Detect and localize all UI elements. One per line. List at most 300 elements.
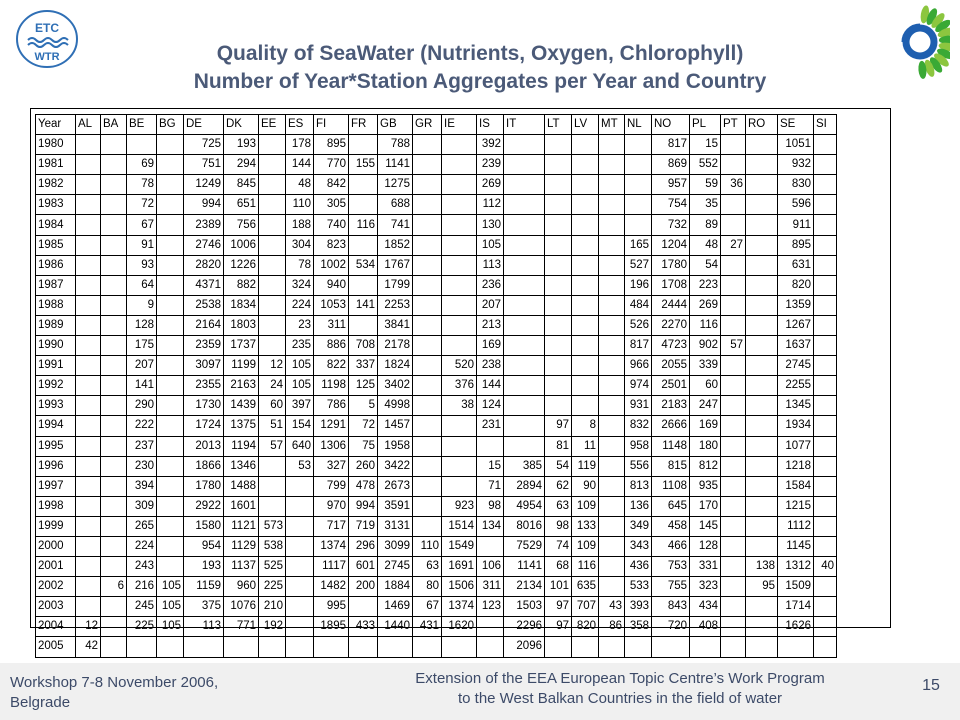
year-cell: 1990 [36, 336, 76, 356]
value-cell: 1457 [378, 416, 413, 436]
value-cell [157, 235, 184, 255]
value-cell [599, 637, 625, 657]
table-row [36, 295, 837, 315]
table-row [36, 356, 837, 376]
value-cell: 817 [625, 336, 652, 356]
value-cell [101, 376, 127, 396]
value-cell: 63 [545, 496, 572, 516]
value-cell [721, 617, 746, 637]
value-cell: 74 [545, 536, 572, 556]
value-cell [157, 195, 184, 215]
value-cell: 895 [778, 235, 814, 255]
value-cell [721, 295, 746, 315]
column-header: FI [314, 115, 349, 135]
table-row [36, 396, 837, 416]
table-row [36, 336, 837, 356]
value-cell [721, 516, 746, 536]
value-cell [545, 356, 572, 376]
value-cell [76, 336, 101, 356]
value-cell: 645 [652, 496, 690, 516]
value-cell: 116 [690, 315, 721, 335]
value-cell [259, 295, 286, 315]
value-cell: 1506 [442, 577, 477, 597]
value-cell: 1194 [224, 436, 259, 456]
value-cell [442, 215, 477, 235]
value-cell [814, 255, 837, 275]
value-cell [814, 456, 837, 476]
value-cell: 1141 [378, 155, 413, 175]
value-cell: 995 [314, 597, 349, 617]
value-cell: 935 [690, 476, 721, 496]
column-header: NL [625, 115, 652, 135]
value-cell: 71 [477, 476, 504, 496]
value-cell: 178 [286, 135, 314, 155]
value-cell: 57 [259, 436, 286, 456]
value-cell [413, 175, 442, 195]
value-cell [746, 516, 778, 536]
value-cell: 1129 [224, 536, 259, 556]
value-cell [599, 516, 625, 536]
column-header: SI [814, 115, 837, 135]
value-cell: 2164 [184, 315, 224, 335]
value-cell: 966 [625, 356, 652, 376]
value-cell: 596 [778, 195, 814, 215]
value-cell [259, 315, 286, 335]
table-row [36, 235, 837, 255]
value-cell [599, 557, 625, 577]
value-cell [76, 396, 101, 416]
value-cell: 1780 [184, 476, 224, 496]
value-cell: 960 [224, 577, 259, 597]
table-header-row [36, 115, 837, 135]
value-cell [746, 315, 778, 335]
value-cell: 958 [625, 436, 652, 456]
value-cell: 224 [286, 295, 314, 315]
value-cell [157, 396, 184, 416]
value-cell: 260 [349, 456, 378, 476]
value-cell [814, 235, 837, 255]
value-cell: 431 [413, 617, 442, 637]
value-cell [349, 175, 378, 195]
value-cell: 484 [625, 295, 652, 315]
value-cell [746, 295, 778, 315]
value-cell [814, 597, 837, 617]
value-cell [413, 516, 442, 536]
value-cell [599, 235, 625, 255]
value-cell [314, 637, 349, 657]
value-cell: 1895 [314, 617, 349, 637]
value-cell [721, 356, 746, 376]
value-cell: 349 [625, 516, 652, 536]
value-cell [101, 597, 127, 617]
value-cell: 269 [690, 295, 721, 315]
value-cell: 200 [349, 577, 378, 597]
value-cell: 526 [625, 315, 652, 335]
value-cell: 141 [127, 376, 157, 396]
value-cell: 832 [625, 416, 652, 436]
value-cell [545, 315, 572, 335]
value-cell [599, 175, 625, 195]
page-number: 15 [922, 677, 940, 694]
value-cell [442, 255, 477, 275]
value-cell: 2355 [184, 376, 224, 396]
value-cell: 434 [690, 597, 721, 617]
value-cell [413, 255, 442, 275]
value-cell: 931 [625, 396, 652, 416]
column-header: GB [378, 115, 413, 135]
value-cell: 125 [349, 376, 378, 396]
year-cell: 2003 [36, 597, 76, 617]
value-cell [721, 275, 746, 295]
value-cell: 237 [127, 436, 157, 456]
value-cell: 573 [259, 516, 286, 536]
value-cell [101, 195, 127, 215]
value-cell [504, 275, 545, 295]
value-cell [721, 255, 746, 275]
value-cell [157, 315, 184, 335]
value-cell: 170 [690, 496, 721, 516]
value-cell: 24 [259, 376, 286, 396]
value-cell: 6 [101, 577, 127, 597]
value-cell [413, 496, 442, 516]
column-header: BG [157, 115, 184, 135]
value-cell [101, 175, 127, 195]
value-cell [746, 255, 778, 275]
value-cell: 9 [127, 295, 157, 315]
value-cell: 68 [545, 557, 572, 577]
value-cell: 67 [413, 597, 442, 617]
value-cell: 466 [652, 536, 690, 556]
value-cell: 375 [184, 597, 224, 617]
value-cell: 1852 [378, 235, 413, 255]
column-header: IT [504, 115, 545, 135]
value-cell [101, 476, 127, 496]
value-cell: 98 [545, 516, 572, 536]
value-cell: 134 [477, 516, 504, 536]
table-row [36, 315, 837, 335]
value-cell [599, 356, 625, 376]
value-cell [76, 315, 101, 335]
value-cell [504, 215, 545, 235]
column-header: BA [101, 115, 127, 135]
value-cell [504, 396, 545, 416]
value-cell: 1199 [224, 356, 259, 376]
value-cell: 54 [545, 456, 572, 476]
value-cell: 231 [477, 416, 504, 436]
value-cell [572, 376, 599, 396]
value-cell: 130 [477, 215, 504, 235]
value-cell [625, 195, 652, 215]
value-cell: 225 [259, 577, 286, 597]
value-cell: 940 [314, 275, 349, 295]
value-cell: 155 [349, 155, 378, 175]
value-cell: 106 [477, 557, 504, 577]
value-cell: 35 [690, 195, 721, 215]
value-cell: 124 [477, 396, 504, 416]
value-cell [746, 476, 778, 496]
value-cell: 224 [127, 536, 157, 556]
value-cell: 392 [477, 135, 504, 155]
value-cell: 932 [778, 155, 814, 175]
value-cell [721, 436, 746, 456]
value-cell [721, 315, 746, 335]
value-cell [504, 315, 545, 335]
value-cell: 2820 [184, 255, 224, 275]
value-cell: 128 [690, 536, 721, 556]
value-cell [101, 215, 127, 235]
value-cell: 707 [572, 597, 599, 617]
value-cell [599, 295, 625, 315]
value-cell [76, 155, 101, 175]
value-cell [157, 295, 184, 315]
value-cell: 3402 [378, 376, 413, 396]
value-cell [76, 436, 101, 456]
value-cell [545, 175, 572, 195]
value-cell: 290 [127, 396, 157, 416]
value-cell [545, 637, 572, 657]
value-cell [545, 215, 572, 235]
value-cell [349, 275, 378, 295]
value-cell: 1488 [224, 476, 259, 496]
value-cell [572, 255, 599, 275]
value-cell: 458 [652, 516, 690, 536]
value-cell: 1834 [224, 295, 259, 315]
value-cell: 1469 [378, 597, 413, 617]
value-cell: 269 [477, 175, 504, 195]
value-cell [572, 275, 599, 295]
value-cell: 376 [442, 376, 477, 396]
value-cell [746, 336, 778, 356]
year-cell: 2001 [36, 557, 76, 577]
table-row [36, 195, 837, 215]
value-cell: 1724 [184, 416, 224, 436]
table-row [36, 557, 837, 577]
value-cell: 1215 [778, 496, 814, 516]
value-cell [101, 516, 127, 536]
value-cell [442, 155, 477, 175]
value-cell: 533 [625, 577, 652, 597]
value-cell [504, 436, 545, 456]
year-cell: 1991 [36, 356, 76, 376]
value-cell [101, 356, 127, 376]
value-cell: 1249 [184, 175, 224, 195]
data-table-frame [30, 108, 891, 653]
value-cell: 213 [477, 315, 504, 335]
value-cell [413, 275, 442, 295]
year-cell: 2004 [36, 617, 76, 637]
value-cell: 93 [127, 255, 157, 275]
value-cell [746, 376, 778, 396]
value-cell: 1267 [778, 315, 814, 335]
value-cell: 538 [259, 536, 286, 556]
value-cell [101, 315, 127, 335]
value-cell: 27 [721, 235, 746, 255]
value-cell [625, 637, 652, 657]
value-cell: 2183 [652, 396, 690, 416]
value-cell: 393 [625, 597, 652, 617]
year-cell: 1998 [36, 496, 76, 516]
eea-emblem-logo [874, 4, 950, 80]
column-header: AL [76, 115, 101, 135]
value-cell: 188 [286, 215, 314, 235]
value-cell: 640 [286, 436, 314, 456]
value-cell [599, 456, 625, 476]
value-cell [413, 456, 442, 476]
value-cell [413, 215, 442, 235]
value-cell: 823 [314, 235, 349, 255]
value-cell: 717 [314, 516, 349, 536]
value-cell [572, 637, 599, 657]
footer-program-line-2: to the West Balkan Countries in the field of water [457, 690, 783, 707]
value-cell: 324 [286, 275, 314, 295]
value-cell: 138 [746, 557, 778, 577]
value-cell: 408 [690, 617, 721, 637]
value-cell: 1345 [778, 396, 814, 416]
value-cell [814, 356, 837, 376]
value-cell: 105 [157, 617, 184, 637]
value-cell: 1514 [442, 516, 477, 536]
value-cell: 830 [778, 175, 814, 195]
value-cell [599, 496, 625, 516]
value-cell [76, 356, 101, 376]
value-cell: 1637 [778, 336, 814, 356]
value-cell: 817 [652, 135, 690, 155]
column-header: SE [778, 115, 814, 135]
value-cell [599, 336, 625, 356]
value-cell: 812 [690, 456, 721, 476]
value-cell [814, 577, 837, 597]
value-cell: 12 [76, 617, 101, 637]
value-cell [442, 315, 477, 335]
value-cell [101, 637, 127, 657]
value-cell: 820 [778, 275, 814, 295]
value-cell: 1291 [314, 416, 349, 436]
footer-workshop-line-2: Belgrade [10, 694, 71, 711]
value-cell: 210 [259, 597, 286, 617]
value-cell [101, 496, 127, 516]
value-cell [599, 195, 625, 215]
value-cell [259, 135, 286, 155]
value-cell: 60 [259, 396, 286, 416]
value-cell: 845 [224, 175, 259, 195]
value-cell [599, 255, 625, 275]
value-cell [778, 637, 814, 657]
value-cell: 112 [477, 195, 504, 215]
value-cell: 53 [286, 456, 314, 476]
value-cell [746, 416, 778, 436]
value-cell: 110 [286, 195, 314, 215]
value-cell [721, 396, 746, 416]
value-cell [690, 637, 721, 657]
value-cell [101, 416, 127, 436]
year-cell: 1987 [36, 275, 76, 295]
value-cell: 48 [690, 235, 721, 255]
value-cell: 601 [349, 557, 378, 577]
value-cell: 3099 [378, 536, 413, 556]
value-cell: 105 [477, 235, 504, 255]
value-cell [127, 135, 157, 155]
column-header: IE [442, 115, 477, 135]
value-cell: 193 [184, 557, 224, 577]
value-cell: 1780 [652, 255, 690, 275]
value-cell: 1141 [504, 557, 545, 577]
value-cell: 296 [349, 536, 378, 556]
value-cell: 720 [652, 617, 690, 637]
value-cell: 974 [625, 376, 652, 396]
slide-title [100, 40, 860, 96]
table-row [36, 436, 837, 456]
value-cell: 230 [127, 456, 157, 476]
value-cell [413, 356, 442, 376]
value-cell [259, 255, 286, 275]
value-cell: 651 [224, 195, 259, 215]
value-cell [413, 476, 442, 496]
value-cell: 869 [652, 155, 690, 175]
value-cell: 207 [477, 295, 504, 315]
value-cell: 1275 [378, 175, 413, 195]
value-cell: 527 [625, 255, 652, 275]
value-cell [599, 315, 625, 335]
value-cell: 91 [127, 235, 157, 255]
value-cell: 1584 [778, 476, 814, 496]
value-cell: 478 [349, 476, 378, 496]
value-cell: 994 [184, 195, 224, 215]
value-cell [652, 637, 690, 657]
value-cell: 81 [545, 436, 572, 456]
value-cell: 771 [224, 617, 259, 637]
value-cell [814, 536, 837, 556]
value-cell [286, 516, 314, 536]
column-header: DK [224, 115, 259, 135]
title-line-2: Number of Year*Station Aggregates per Year and Country [193, 70, 767, 93]
value-cell [286, 577, 314, 597]
value-cell [157, 456, 184, 476]
value-cell: 43 [599, 597, 625, 617]
value-cell [545, 155, 572, 175]
value-cell: 2444 [652, 295, 690, 315]
value-cell: 2296 [504, 617, 545, 637]
table-row [36, 155, 837, 175]
value-cell [76, 135, 101, 155]
value-cell: 5 [349, 396, 378, 416]
value-cell [746, 536, 778, 556]
value-cell [625, 155, 652, 175]
value-cell [76, 456, 101, 476]
value-cell [224, 637, 259, 657]
value-cell [625, 135, 652, 155]
value-cell: 116 [349, 215, 378, 235]
value-cell: 1375 [224, 416, 259, 436]
value-cell: 57 [721, 336, 746, 356]
value-cell: 3097 [184, 356, 224, 376]
value-cell [599, 416, 625, 436]
value-cell [76, 376, 101, 396]
value-cell: 235 [286, 336, 314, 356]
value-cell [814, 476, 837, 496]
year-cell: 1996 [36, 456, 76, 476]
value-cell: 305 [314, 195, 349, 215]
value-cell: 86 [599, 617, 625, 637]
logo-text-etc: ETC [35, 21, 59, 35]
value-cell: 786 [314, 396, 349, 416]
value-cell: 902 [690, 336, 721, 356]
column-header: DE [184, 115, 224, 135]
value-cell [76, 416, 101, 436]
value-cell: 2178 [378, 336, 413, 356]
value-cell: 64 [127, 275, 157, 295]
value-cell [721, 577, 746, 597]
value-cell [814, 215, 837, 235]
